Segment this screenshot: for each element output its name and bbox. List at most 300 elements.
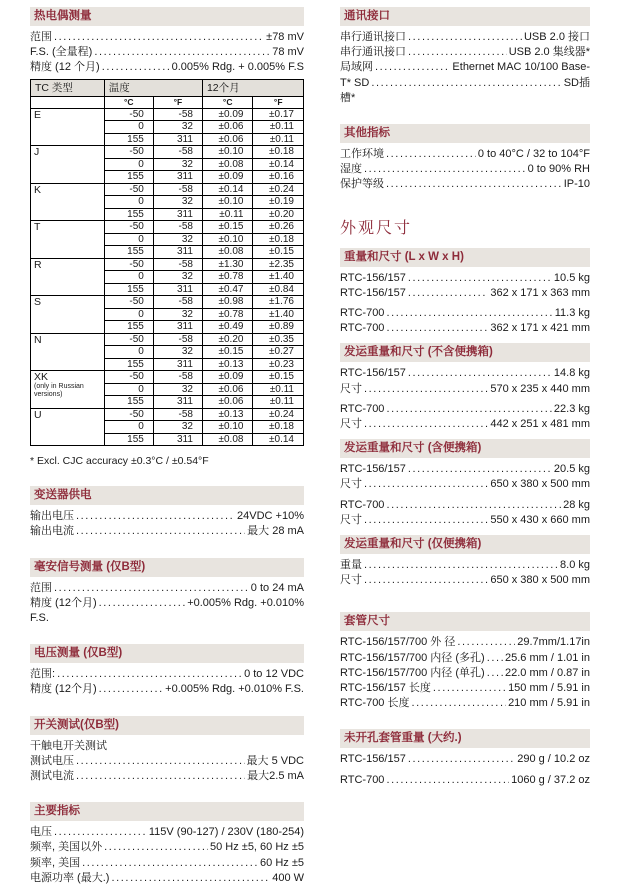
value-cell: -58 — [153, 258, 202, 271]
spec-section — [340, 124, 590, 193]
value-cell: ±0.08 — [202, 158, 253, 171]
spec-section — [30, 644, 304, 697]
spec-label: 电源功率 (最大.) — [30, 871, 110, 884]
unit-header: °C — [104, 96, 153, 108]
value-cell: 32 — [153, 196, 202, 209]
section-body — [340, 362, 590, 432]
spec-line — [340, 651, 590, 666]
value-cell: 0 — [104, 121, 153, 134]
section-header: 套管尺寸 — [340, 612, 590, 631]
value-cell: 0 — [104, 421, 153, 434]
spec-value: 150 mm / 5.91 in — [508, 682, 590, 695]
spec-label: 尺寸 — [340, 418, 362, 431]
spec-value: Ethernet MAC 10/100 Base- — [452, 61, 590, 74]
spec-label: RTC-156/157/700 外 径 — [340, 636, 456, 649]
spec-value: 442 x 251 x 481 mm — [490, 418, 590, 431]
spec-value: 50 Hz ±5, 60 Hz ±5 — [209, 841, 304, 854]
value-cell: -58 — [153, 221, 202, 234]
tc-type-label: J — [34, 146, 40, 159]
section-body — [340, 267, 590, 337]
tc-type-label: R — [34, 258, 42, 271]
dot-leader — [76, 524, 245, 539]
spec-label: 局域网 — [340, 61, 373, 74]
spec-value: ±78 mV — [266, 31, 304, 43]
spec-line — [340, 45, 590, 60]
spec-section — [340, 7, 590, 106]
value-cell: ±0.14 — [253, 158, 304, 171]
dot-leader — [111, 871, 270, 886]
spec-line — [340, 498, 590, 513]
value-cell: ±0.18 — [253, 233, 304, 246]
spec-line — [30, 667, 304, 682]
spec-label: 频率, 美国以外 — [30, 841, 103, 854]
spec-line — [30, 856, 304, 871]
spec-section — [340, 439, 590, 528]
spec-value: 650 x 380 x 500 mm — [490, 574, 590, 587]
section-header: 开关测试(仅B型) — [30, 716, 304, 735]
spec-value: 1060 g / 37.2 oz — [511, 773, 590, 786]
dimensions-sections — [340, 248, 590, 589]
spec-line — [340, 382, 590, 397]
spec-label: 尺寸 — [340, 382, 362, 395]
spec-label: 范围 — [30, 581, 52, 594]
value-cell: 311 — [153, 283, 202, 296]
spec-section — [340, 729, 590, 787]
spec-line — [30, 45, 304, 60]
tc-type-label: K — [34, 183, 42, 196]
spec-value: IP-10 — [563, 178, 590, 191]
value-cell: 311 — [153, 321, 202, 334]
spec-value: 11.3 kg — [554, 307, 590, 320]
dot-leader — [457, 635, 515, 650]
tc-table-container — [30, 79, 304, 447]
section-body — [340, 143, 590, 193]
spec-value: 362 x 171 x 421 mm — [490, 322, 590, 335]
value-cell: ±0.06 — [202, 133, 253, 146]
table-row — [31, 183, 304, 196]
spec-value: 22.3 kg — [553, 402, 590, 415]
spec-value: +0.005% Rdg. +0.010% — [187, 596, 304, 609]
spec-line — [340, 60, 590, 75]
table-row — [31, 296, 304, 309]
table-row — [31, 408, 304, 421]
value-cell: 155 — [104, 246, 153, 259]
table-row — [31, 108, 304, 121]
value-cell: 311 — [153, 358, 202, 371]
value-cell: -50 — [104, 333, 153, 346]
dot-leader — [102, 60, 170, 75]
section-body — [340, 554, 590, 588]
value-cell: ±0.09 — [202, 171, 253, 184]
spec-label: 尺寸 — [340, 513, 362, 526]
dot-leader — [386, 498, 561, 513]
spec-line — [30, 825, 304, 840]
tc-type-cell — [31, 296, 105, 334]
value-cell: 311 — [153, 171, 202, 184]
value-cell: ±0.24 — [253, 183, 304, 196]
value-cell: ±0.06 — [202, 396, 253, 409]
dot-leader — [408, 30, 522, 45]
value-cell: ±2.35 — [253, 258, 304, 271]
dot-leader — [375, 60, 450, 75]
dot-leader — [364, 382, 488, 397]
value-cell: ±1.40 — [253, 271, 304, 284]
spec-label: RTC-700 — [340, 307, 385, 320]
dot-leader — [386, 147, 476, 162]
value-cell: ±0.14 — [202, 183, 253, 196]
value-cell: ±1.40 — [253, 308, 304, 321]
dot-leader — [54, 825, 147, 840]
value-cell: ±0.15 — [202, 346, 253, 359]
spec-line — [30, 769, 304, 784]
section-header: 发运重量和尺寸 (不含便携箱) — [340, 343, 590, 362]
value-cell: ±0.11 — [253, 383, 304, 396]
spec-label: 精度 (12 个月) — [30, 61, 100, 74]
value-cell: -50 — [104, 146, 153, 159]
spec-label: RTC-156/157/700 内径 (单孔) — [340, 666, 485, 679]
unit-header: °F — [153, 96, 202, 108]
dot-leader — [364, 558, 558, 573]
value-cell: 0 — [104, 346, 153, 359]
tc-type-cell — [31, 258, 105, 296]
spec-label: RTC-700 — [340, 773, 385, 786]
spec-label: RTC-700 — [340, 498, 385, 511]
spec-label: RTC-700 — [340, 402, 385, 415]
value-cell: ±0.09 — [202, 371, 253, 384]
spec-value: 362 x 171 x 363 mm — [490, 286, 590, 299]
section-body — [30, 821, 304, 886]
value-cell: 32 — [153, 421, 202, 434]
dot-leader — [386, 402, 551, 417]
spec-value: 570 x 235 x 440 mm — [490, 382, 590, 395]
spec-label: 测试电压 — [30, 754, 74, 767]
spec-section — [30, 716, 304, 785]
spec-label: 输出电压 — [30, 510, 74, 523]
dot-leader — [408, 752, 515, 767]
value-cell: 311 — [153, 133, 202, 146]
value-cell: ±0.10 — [202, 196, 253, 209]
spec-line — [340, 666, 590, 681]
value-cell: 0 — [104, 158, 153, 171]
spec-section — [30, 486, 304, 539]
spec-line — [340, 773, 590, 788]
spec-line — [340, 91, 590, 106]
value-cell: ±0.13 — [202, 408, 253, 421]
spec-label: 重量 — [340, 559, 362, 572]
spec-label: 精度 (12个月) — [30, 596, 97, 609]
dot-leader — [487, 666, 503, 681]
section-body — [340, 631, 590, 711]
spec-value: 0 to 24 mA — [250, 581, 304, 594]
section-body — [30, 577, 304, 627]
spec-label: RTC-156/157 — [340, 753, 406, 766]
value-cell: ±0.98 — [202, 296, 253, 309]
spec-line — [340, 635, 590, 650]
spec-line — [340, 681, 590, 696]
section-body — [30, 26, 304, 76]
dot-leader — [386, 306, 552, 321]
value-cell: -50 — [104, 408, 153, 421]
right-top-sections — [340, 7, 590, 193]
spec-value: 78 mV — [272, 46, 304, 59]
unit-header: °F — [253, 96, 304, 108]
spec-value: 14.8 kg — [553, 367, 590, 380]
value-cell: 155 — [104, 171, 153, 184]
spec-label: 串行通讯接口 — [340, 31, 406, 43]
value-cell: 32 — [153, 271, 202, 284]
tc-type-label: U — [34, 408, 42, 421]
value-cell: 311 — [153, 433, 202, 446]
dot-leader — [408, 366, 552, 381]
value-cell: 155 — [104, 433, 153, 446]
spec-value: 25.6 mm / 1.01 in — [505, 651, 590, 664]
spec-section — [340, 535, 590, 588]
section-header: 热电偶测量 — [30, 7, 304, 26]
tc-type-cell — [31, 183, 105, 221]
tc-type-cell — [31, 146, 105, 184]
dot-leader — [76, 509, 235, 524]
tc-type-label: N — [34, 333, 42, 346]
tc-type-cell — [31, 371, 105, 409]
value-cell: ±0.35 — [253, 333, 304, 346]
spec-label: 频率, 美国 — [30, 856, 81, 869]
section-header: 变送器供电 — [30, 486, 304, 505]
dot-leader — [99, 596, 186, 611]
value-cell: ±0.23 — [253, 358, 304, 371]
spec-label: 精度 (12个月) — [30, 683, 97, 696]
value-cell: 0 — [104, 233, 153, 246]
dot-leader — [57, 667, 242, 682]
spec-line — [340, 752, 590, 767]
section-header: 毫安信号测量 (仅B型) — [30, 558, 304, 577]
value-cell: ±0.11 — [253, 121, 304, 134]
spec-label: 输出电流 — [30, 525, 74, 538]
spec-value: 8.0 kg — [560, 559, 590, 572]
section-header: 通讯接口 — [340, 7, 590, 26]
spec-value: +0.005% Rdg. +0.010% F.S. — [165, 683, 304, 696]
thermocouple-section — [30, 7, 304, 468]
dot-leader — [386, 321, 488, 336]
tc-type-label: T — [34, 221, 41, 234]
dot-leader — [104, 840, 208, 855]
value-cell: -58 — [153, 296, 202, 309]
value-cell: ±0.78 — [202, 308, 253, 321]
spec-line — [30, 509, 304, 524]
tc-type-cell — [31, 221, 105, 259]
value-cell: ±0.78 — [202, 271, 253, 284]
spec-line — [340, 366, 590, 381]
section-header: 未开孔套管重量 (大约.) — [340, 729, 590, 748]
value-cell: -50 — [104, 221, 153, 234]
value-cell: 155 — [104, 321, 153, 334]
spec-label: F.S. (全量程) — [30, 46, 93, 59]
section-header: 重量和尺寸 (L x W x H) — [340, 248, 590, 267]
value-cell: ±0.19 — [253, 196, 304, 209]
tc-type-label: S — [34, 296, 42, 309]
spec-value: 210 mm / 5.91 in — [508, 697, 590, 710]
spec-value: USB 2.0 集线器* — [508, 46, 590, 59]
value-cell: ±0.18 — [253, 421, 304, 434]
spec-value: 24VDC +10% — [237, 510, 304, 523]
value-cell: ±0.27 — [253, 346, 304, 359]
dot-leader — [487, 651, 503, 666]
spec-label: T* SD — [340, 76, 370, 89]
sleeve-sections — [340, 612, 590, 787]
spec-label: 范围 — [30, 31, 52, 43]
spec-label: 湿度 — [340, 163, 362, 176]
section-body — [30, 663, 304, 697]
value-cell: ±0.17 — [253, 108, 304, 121]
spec-value: 0 to 40°C / 32 to 104°F — [477, 148, 590, 161]
dot-leader — [76, 769, 245, 784]
table-row — [31, 146, 304, 159]
dot-leader — [94, 45, 270, 60]
value-cell: 32 — [153, 383, 202, 396]
spec-label: RTC-156/157/700 内径 (多孔) — [340, 651, 485, 664]
spec-value: 20.5 kg — [553, 463, 590, 476]
spec-section — [340, 248, 590, 337]
dot-leader — [364, 417, 488, 432]
spec-value: 115V (90-127) / 230V (180-254) — [148, 826, 304, 839]
value-cell: ±0.24 — [253, 408, 304, 421]
value-cell: -58 — [153, 333, 202, 346]
tc-type-cell — [31, 408, 105, 446]
spec-section — [340, 343, 590, 432]
value-cell: ±0.10 — [202, 146, 253, 159]
dot-leader — [364, 477, 488, 492]
spec-line — [30, 596, 304, 611]
section-body — [340, 748, 590, 787]
spec-section — [30, 802, 304, 886]
value-cell: ±0.15 — [202, 221, 253, 234]
spec-label: 干触电开关测试 — [30, 739, 107, 752]
spec-line — [340, 402, 590, 417]
dimensions-heading: 外观尺寸 — [340, 219, 413, 237]
value-cell: ±0.49 — [202, 321, 253, 334]
value-cell: ±0.11 — [253, 396, 304, 409]
dot-leader — [54, 581, 249, 596]
section-body — [30, 505, 304, 539]
spec-line — [340, 30, 590, 45]
value-cell: -50 — [104, 371, 153, 384]
value-cell: ±0.20 — [202, 333, 253, 346]
table-group-header-row — [31, 79, 304, 96]
right-column — [340, 7, 590, 886]
spec-line — [340, 558, 590, 573]
value-cell: -50 — [104, 296, 153, 309]
spec-value: 28 kg — [563, 498, 590, 511]
spec-line — [340, 321, 590, 336]
unit-header: °C — [202, 96, 253, 108]
value-cell: 32 — [153, 346, 202, 359]
spec-line — [340, 306, 590, 321]
section-header: 发运重量和尺寸 (含便携箱) — [340, 439, 590, 458]
spec-line — [340, 573, 590, 588]
dot-leader — [386, 773, 509, 788]
dot-leader — [364, 573, 488, 588]
spec-line — [340, 286, 590, 301]
dot-leader — [54, 30, 264, 45]
spec-value: 0.005% Rdg. + 0.005% F.S — [171, 61, 304, 74]
value-cell: -58 — [153, 183, 202, 196]
value-cell: ±1.30 — [202, 258, 253, 271]
spec-label: RTC-156/157 — [340, 271, 406, 284]
spec-line — [30, 60, 304, 75]
spec-label: RTC-156/157 — [340, 463, 406, 476]
value-cell: ±0.10 — [202, 233, 253, 246]
value-cell: ±1.76 — [253, 296, 304, 309]
spec-label: RTC-156/157 — [340, 367, 406, 380]
value-cell: 32 — [153, 233, 202, 246]
spec-line — [340, 177, 590, 192]
tc-type-label: XK — [34, 371, 49, 384]
value-cell: 0 — [104, 271, 153, 284]
table-footnote: * Excl. CJC accuracy ±0.3°C / ±0.54°F — [30, 455, 209, 468]
value-cell: 0 — [104, 383, 153, 396]
value-cell: -58 — [153, 146, 202, 159]
value-cell: 32 — [153, 121, 202, 134]
value-cell: -58 — [153, 108, 202, 121]
spec-section — [340, 612, 590, 711]
value-cell: 311 — [153, 396, 202, 409]
value-cell: ±0.26 — [253, 221, 304, 234]
spec-value: 0 to 90% RH — [527, 163, 590, 176]
spec-section — [30, 558, 304, 627]
spec-label: 范围: — [30, 668, 56, 681]
table-row — [31, 371, 304, 384]
section-body — [340, 458, 590, 528]
section-header: 其他指标 — [340, 124, 590, 143]
left-column — [30, 7, 304, 886]
table-row — [31, 221, 304, 234]
value-cell: ±0.20 — [253, 208, 304, 221]
value-cell: -58 — [153, 371, 202, 384]
section-header: 发运重量和尺寸 (仅便携箱) — [340, 535, 590, 554]
value-cell: 155 — [104, 358, 153, 371]
value-cell: ±0.18 — [253, 146, 304, 159]
value-cell: 311 — [153, 208, 202, 221]
spec-line — [30, 840, 304, 855]
col-header-tc-type: TC 类型 — [31, 79, 105, 96]
spec-label: 串行通讯接口 — [340, 46, 406, 59]
value-cell: ±0.11 — [202, 208, 253, 221]
dot-leader — [408, 45, 507, 60]
spec-line — [340, 417, 590, 432]
spec-line — [340, 513, 590, 528]
value-cell: 311 — [153, 246, 202, 259]
spec-line — [30, 682, 304, 697]
value-cell: ±0.11 — [253, 133, 304, 146]
value-cell: ±0.15 — [253, 246, 304, 259]
spec-value: USB 2.0 接口 — [523, 31, 590, 43]
value-cell: ±0.09 — [202, 108, 253, 121]
spec-value: 60 Hz ±5 — [260, 856, 304, 869]
spec-line — [30, 581, 304, 596]
col-group-header: 温度 — [104, 79, 202, 96]
value-cell: ±0.10 — [202, 421, 253, 434]
section-header: 主要指标 — [30, 802, 304, 821]
value-cell: 32 — [153, 158, 202, 171]
tc-type-cell — [31, 108, 105, 146]
spec-label: 保护等级 — [340, 178, 384, 191]
value-cell: ±0.47 — [202, 283, 253, 296]
spec-label: 电压 — [30, 826, 52, 839]
spec-line — [340, 271, 590, 286]
dot-leader — [364, 162, 526, 177]
dot-leader — [364, 513, 488, 528]
value-cell: 155 — [104, 133, 153, 146]
left-sections — [30, 486, 304, 886]
